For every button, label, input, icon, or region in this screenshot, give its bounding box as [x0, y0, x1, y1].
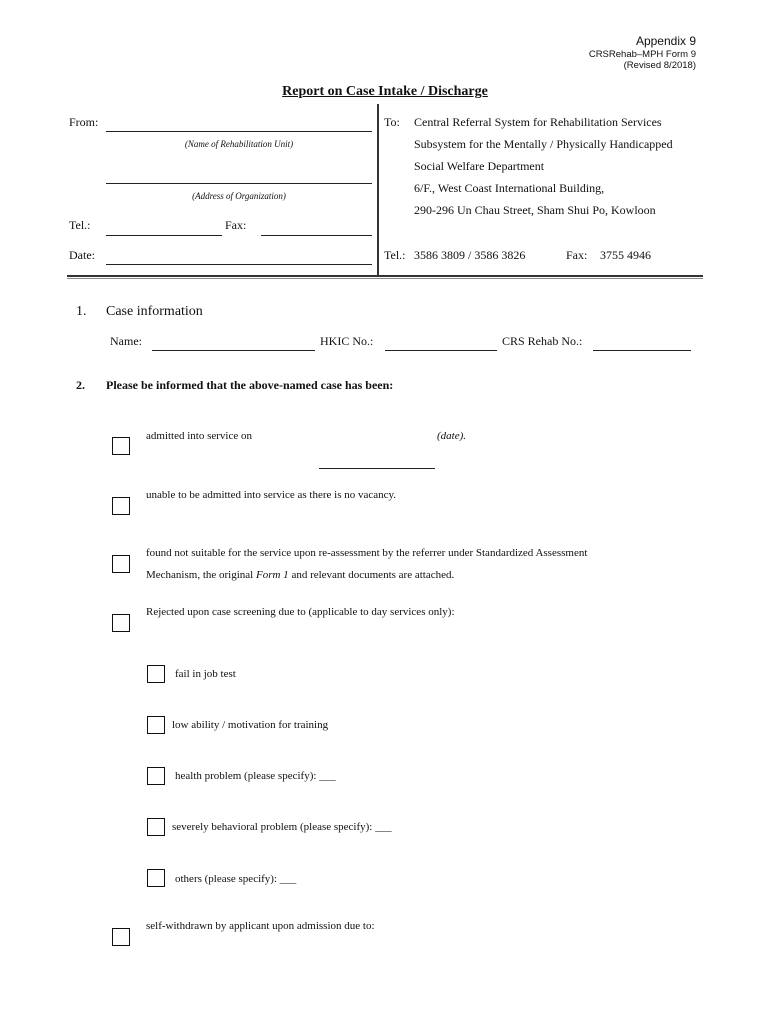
sub-option-checkbox-health[interactable]: [147, 767, 165, 785]
rejected-checkbox[interactable]: [112, 614, 130, 632]
to-fax-value: 3755 4946: [600, 248, 651, 262]
to-label: To:: [384, 115, 400, 129]
to-tel-label: Tel.:: [384, 248, 406, 262]
from-tel-label: Tel.:: [69, 218, 91, 232]
to-address-line-4: 6/F., West Coast International Building,: [414, 181, 605, 195]
not-suitable-text-line1: found not suitable for the service upon re-assessment by the referrer under Standardized Assessment: [146, 547, 588, 559]
date-label: Date:: [69, 248, 95, 262]
address-hint: (Address of Organization): [192, 191, 286, 201]
no-vacancy-checkbox[interactable]: [112, 497, 130, 515]
case-name-field[interactable]: [152, 350, 315, 351]
to-address-line-2: Subsystem for the Mentally / Physically Handicapped: [414, 137, 673, 151]
sub-option-job-test: fail in job test: [175, 668, 236, 680]
name-hint: (Name of Rehabilitation Unit): [184, 139, 294, 149]
from-name-field[interactable]: [106, 131, 372, 132]
from-address-field[interactable]: [106, 183, 372, 184]
from-fax-field[interactable]: [261, 235, 372, 236]
not-suitable-line2-pre: Mechanism, the original: [146, 569, 256, 581]
appendix-label: Appendix 9: [635, 34, 696, 48]
form-1-reference: Form 1: [255, 569, 289, 581]
hkic-label: HKIC No.:: [320, 334, 374, 348]
sub-option-others: others (please specify): ___: [175, 873, 297, 885]
case-name-label: Name:: [110, 334, 142, 348]
to-tel-value: 3586 3809 / 3586 3826: [414, 248, 526, 262]
admitted-checkbox[interactable]: [112, 437, 130, 455]
no-vacancy-text: unable to be admitted into service as there is no vacancy.: [146, 489, 397, 501]
hkic-field[interactable]: [385, 350, 497, 351]
section1-number: 1.: [76, 304, 87, 319]
sub-option-checkbox-job-test[interactable]: [147, 665, 165, 683]
from-fax-label: Fax:: [225, 218, 247, 232]
sub-option-behavioral: severely behavioral problem (please specify): ___: [172, 821, 392, 833]
page-title: [0, 84, 770, 100]
section1-title: Case information: [106, 304, 203, 319]
to-address-line-3: Social Welfare Department: [414, 159, 545, 173]
to-fax-label: Fax:: [566, 248, 588, 262]
section2-title: Please be informed that the above-named case has been:: [106, 378, 394, 392]
column-divider: [377, 104, 379, 276]
not-suitable-line2-post: and relevant documents are attached.: [288, 569, 455, 581]
header-divider: [67, 275, 703, 277]
to-address-line-5: 290-296 Un Chau Street, Sham Shui Po, Kowloon: [414, 203, 656, 217]
section2-number: 2.: [76, 378, 85, 392]
sub-option-checkbox-behavioral[interactable]: [147, 818, 165, 836]
date-hint: (date).: [437, 430, 467, 442]
sub-option-health: health problem (please specify): ___: [175, 770, 336, 782]
date-field[interactable]: [106, 264, 372, 265]
sub-option-checkbox-others[interactable]: [147, 869, 165, 887]
admission-date-field[interactable]: [319, 468, 435, 469]
page-title-text: Report on Case Intake / Discharge: [282, 84, 488, 99]
to-address-line-1: Central Referral System for Rehabilitation Services: [414, 115, 662, 129]
admitted-text: admitted into service on: [146, 430, 252, 442]
self-withdrawn-text: self-withdrawn by applicant upon admission due to:: [146, 920, 375, 932]
sub-option-checkbox-low-ability[interactable]: [147, 716, 165, 734]
self-withdrawn-checkbox[interactable]: [112, 928, 130, 946]
rejected-text: Rejected upon case screening due to (applicable to day services only):: [146, 606, 455, 618]
form-code: CRSRehab–MPH Form 9: [588, 49, 696, 60]
sub-option-low-ability: low ability / motivation for training: [172, 719, 329, 731]
from-tel-field[interactable]: [106, 235, 222, 236]
revised-date: (Revised 8/2018): [623, 60, 696, 71]
not-suitable-text-line2: [146, 569, 454, 581]
from-label: From:: [69, 115, 99, 129]
crs-label: CRS Rehab No.:: [502, 334, 583, 348]
not-suitable-checkbox[interactable]: [112, 555, 130, 573]
crs-field[interactable]: [593, 350, 691, 351]
header-divider-thin: [67, 278, 703, 279]
